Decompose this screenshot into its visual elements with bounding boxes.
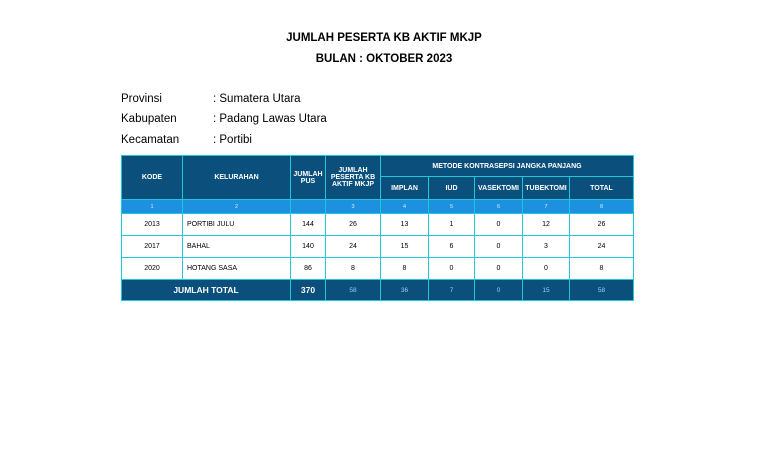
cell-implan: 13 [381,214,429,236]
table-row [122,258,634,280]
header-vasektomi: VASEKTOMI [475,177,523,200]
table-row [122,236,634,258]
cell-tubektomi: 3 [523,236,570,258]
header-total: TOTAL [570,177,634,200]
total-iud: 7 [429,280,475,301]
cell-vasektomi: 0 [475,214,523,236]
cell-vasektomi: 0 [475,258,523,280]
total-pus: 370 [291,280,326,301]
cell-pus: 140 [291,236,326,258]
column-number: 1 [122,200,183,214]
header-jumlah-peserta: JUMLAH PESERTA KB AKTIF MKJP [326,156,381,200]
cell-kelurahan: HOTANG SASA [183,258,291,280]
total-vasektomi: 0 [475,280,523,301]
info-label: Kecamatan [121,134,180,146]
cell-iud: 1 [429,214,475,236]
cell-tubektomi: 0 [523,258,570,280]
info-value: : Padang Lawas Utara [213,113,327,125]
header-kode: KODE [122,156,183,200]
cell-peserta: 8 [326,258,381,280]
total-total: 58 [570,280,634,301]
cell-implan: 8 [381,258,429,280]
cell-iud: 6 [429,236,475,258]
column-number: 6 [475,200,523,214]
header-iud: IUD [429,177,475,200]
column-number [291,200,326,214]
column-number: 4 [381,200,429,214]
report-subtitle: BULAN : OKTOBER 2023 [315,53,453,65]
header-tubektomi: TUBEKTOMI [523,177,570,200]
column-number-row [122,200,634,214]
cell-kode: 2020 [122,258,183,280]
cell-tubektomi: 12 [523,214,570,236]
info-value: : Sumatera Utara [213,93,301,105]
info-value: : Portibi [213,134,252,146]
cell-kelurahan: BAHAL [183,236,291,258]
column-number: 8 [570,200,634,214]
total-tubektomi: 15 [523,280,570,301]
cell-peserta: 26 [326,214,381,236]
data-table [121,155,634,301]
cell-kode: 2013 [122,214,183,236]
column-number: 7 [523,200,570,214]
header-metode: METODE KONTRASEPSI JANGKA PANJANG [381,156,634,177]
header-kelurahan: KELURAHAN [183,156,291,200]
table-row [122,214,634,236]
cell-total: 26 [570,214,634,236]
column-number: 5 [429,200,475,214]
cell-vasektomi: 0 [475,236,523,258]
info-label: Kabupaten [121,113,177,125]
cell-total: 8 [570,258,634,280]
cell-peserta: 24 [326,236,381,258]
cell-implan: 15 [381,236,429,258]
header-jumlah-pus: JUMLAH PUS [291,156,326,200]
total-peserta: 58 [326,280,381,301]
column-number: 2 [183,200,291,214]
cell-pus: 144 [291,214,326,236]
total-label: JUMLAH TOTAL [122,280,291,301]
cell-pus: 86 [291,258,326,280]
report-title: JUMLAH PESERTA KB AKTIF MKJP [286,32,482,44]
total-implan: 36 [381,280,429,301]
cell-total: 24 [570,236,634,258]
header-implan: IMPLAN [381,177,429,200]
info-label: Provinsi [121,93,162,105]
total-row [122,280,634,301]
cell-kode: 2017 [122,236,183,258]
column-number: 3 [326,200,381,214]
cell-iud: 0 [429,258,475,280]
cell-kelurahan: PORTIBI JULU [183,214,291,236]
